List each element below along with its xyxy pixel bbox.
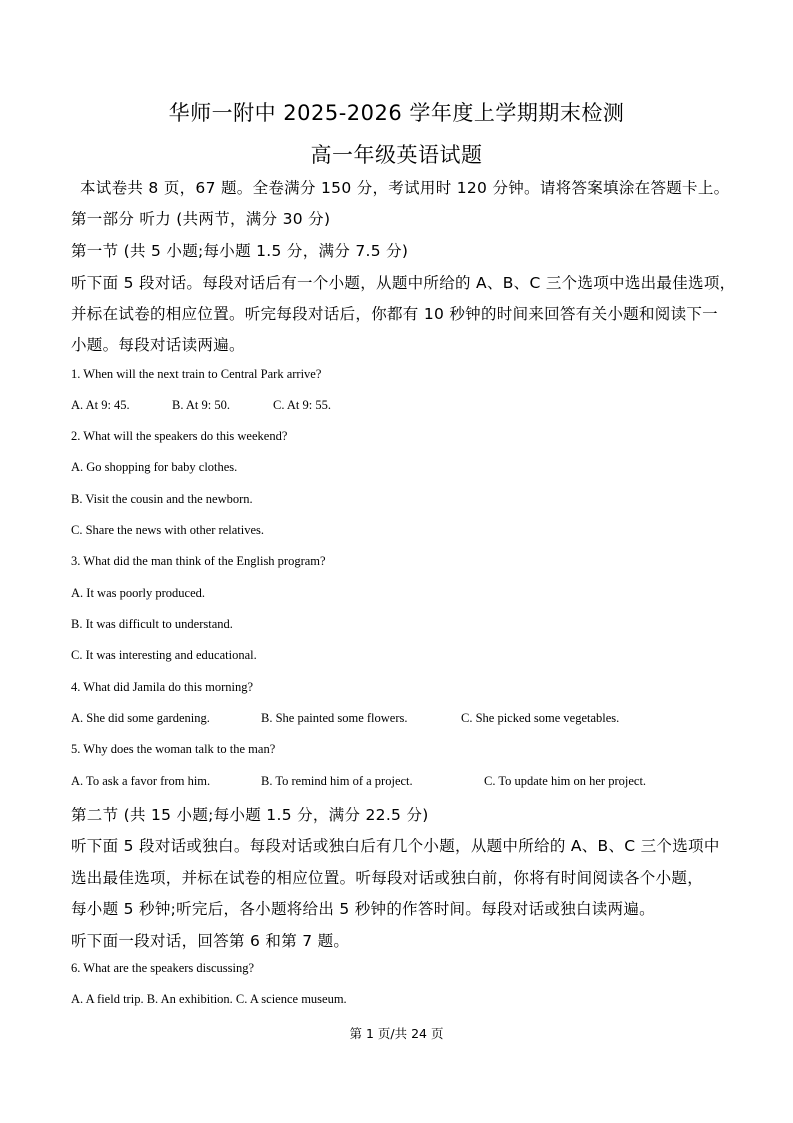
- part-one-heading: 第一部分 听力 (共两节，满分 30 分): [71, 210, 331, 228]
- question-4-options: [71, 711, 733, 726]
- question-4-option-b: B. She painted some flowers.: [261, 711, 408, 725]
- question-5-option-b: B. To remind him of a project.: [261, 774, 413, 788]
- section-one-instructions-line-3: 小题。每段对话读两遍。: [71, 336, 245, 354]
- question-1-option-b: B. At 9: 50.: [172, 398, 230, 412]
- question-2-stem: 2. What will the speakers do this weekend?: [71, 429, 288, 443]
- question-3-stem: 3. What did the man think of the English program?: [71, 554, 326, 568]
- question-6-options: A. A field trip. B. An exhibition. C. A science museum.: [71, 992, 347, 1006]
- question-5-stem: 5. Why does the woman talk to the man?: [71, 742, 276, 756]
- section-two-instructions-line-2: 选出最佳选项，并标在试卷的相应位置。听每段对话或独白前，你将有时间阅读各个小题，: [71, 869, 704, 887]
- question-2-option-c: C. Share the news with other relatives.: [71, 523, 265, 537]
- question-4-option-a: A. She did some gardening.: [71, 711, 210, 725]
- question-1-option-a: A. At 9: 45.: [71, 398, 130, 412]
- exam-instructions: 本试卷共 8 页，67 题。全卷满分 150 分，考试用时 120 分钟。请将答案填涂在答题卡上。: [80, 179, 730, 197]
- question-1-option-c: C. At 9: 55.: [273, 398, 331, 412]
- question-1-options: [71, 398, 733, 413]
- section-one-instructions-line-1: 听下面 5 段对话。每段对话后有一个小题，从题中所给的 A、B、C 三个选项中选出最佳选项，: [71, 274, 736, 292]
- question-5-options: [71, 774, 733, 789]
- exam-title: 华师一附中 2025-2026 学年度上学期期末检测: [168, 101, 625, 125]
- page-number: 第 1 页/共 24 页: [349, 1026, 444, 1041]
- question-3-option-a: A. It was poorly produced.: [71, 586, 205, 600]
- question-1-stem: 1. When will the next train to Central Park arrive?: [71, 367, 322, 381]
- dialogue-instructions: 听下面一段对话，回答第 6 和第 7 题。: [71, 932, 350, 950]
- question-6-stem: 6. What are the speakers discussing?: [71, 961, 255, 975]
- section-two-instructions-line-1: 听下面 5 段对话或独白。每段对话或独白后有几个小题，从题中所给的 A、B、C 三个选项中: [71, 837, 720, 855]
- question-2-option-a: A. Go shopping for baby clothes.: [71, 460, 238, 474]
- section-one-heading: 第一节 (共 5 小题;每小题 1.5 分，满分 7.5 分): [71, 242, 409, 260]
- question-4-stem: 4. What did Jamila do this morning?: [71, 680, 254, 694]
- section-one-instructions-line-2: 并标在试卷的相应位置。听完每段对话后，你都有 10 秒钟的时间来回答有关小题和阅读下一: [71, 305, 718, 323]
- question-2-option-b: B. Visit the cousin and the newborn.: [71, 492, 253, 506]
- question-3-option-b: B. It was difficult to understand.: [71, 617, 233, 631]
- exam-subtitle: 高一年级英语试题: [310, 143, 483, 167]
- question-5-option-a: A. To ask a favor from him.: [71, 774, 211, 788]
- section-two-instructions-line-3: 每小题 5 秒钟;听完后，各小题将给出 5 秒钟的作答时间。每段对话或独白读两遍。: [71, 900, 655, 918]
- question-3-option-c: C. It was interesting and educational.: [71, 648, 257, 662]
- section-two-heading: 第二节 (共 15 小题;每小题 1.5 分，满分 22.5 分): [71, 806, 429, 824]
- question-5-option-c: C. To update him on her project.: [484, 774, 647, 788]
- question-4-option-c: C. She picked some vegetables.: [461, 711, 620, 725]
